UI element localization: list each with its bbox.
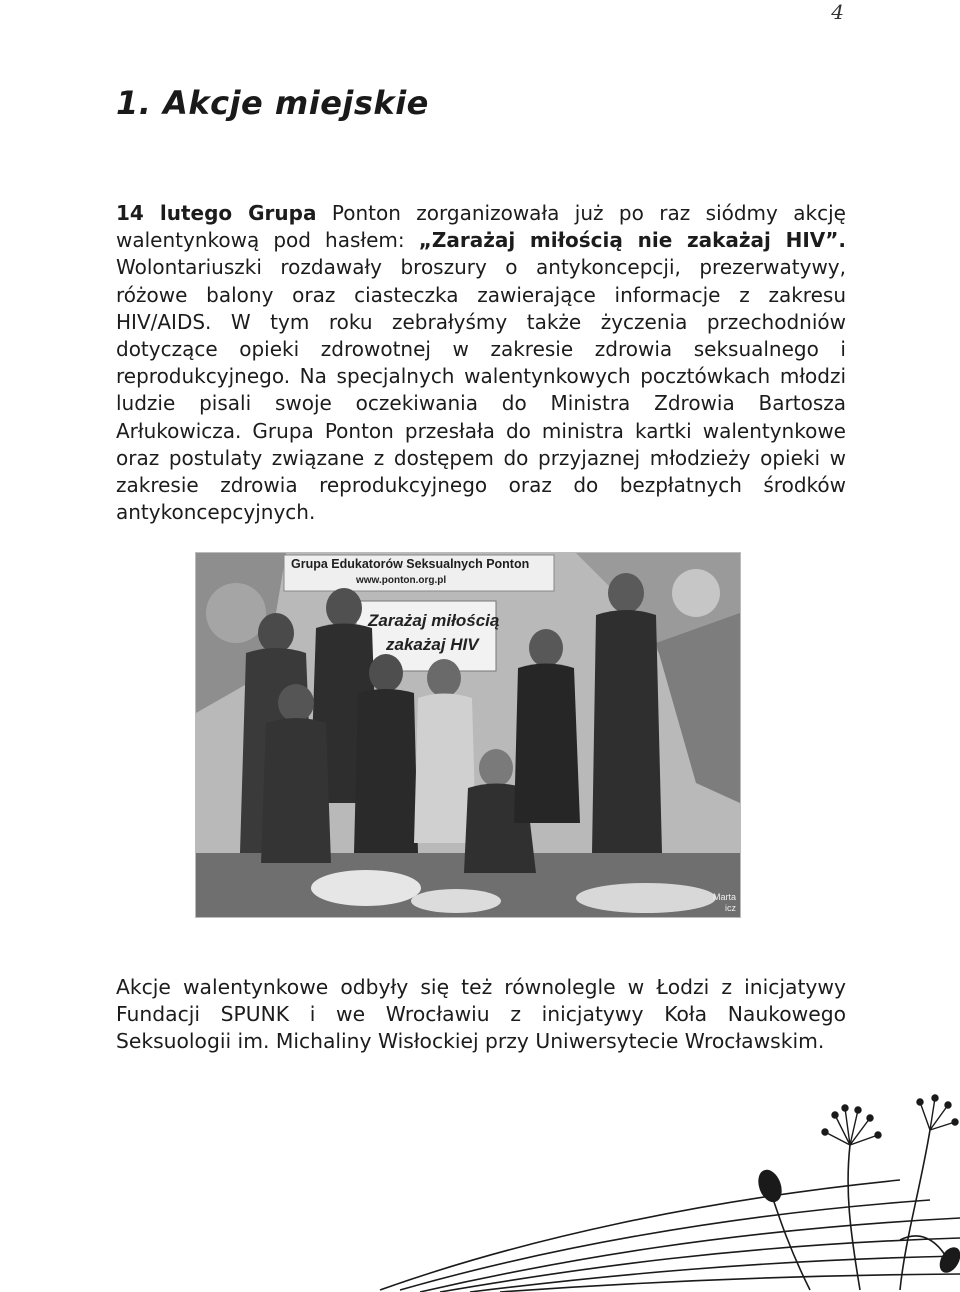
paragraph-valentines-action	[116, 200, 846, 526]
page-number: 4	[831, 0, 844, 24]
section-heading: 1. Akcje miejskie	[116, 84, 429, 122]
photo-banner-url: www.ponton.org.pl	[356, 575, 447, 586]
paragraph-text: Ponton zorganizowała już po raz siódmy akcję walentynkową pod hasłem:	[116, 201, 846, 253]
photo-credit: Marta icz	[712, 892, 736, 913]
group-photo	[195, 552, 741, 918]
paragraph-other-cities: Akcje walentynkowe odbyły się też równolegle w Łodzi z inicjatywy Fundacji SPUNK i we Wrocławiu z inicjatywy Koła Naukowego Seksuologii im. Michaliny Wisłockiej przy Uniwersytecie Wrocławskim.	[116, 975, 846, 1054]
photo-sign-line-2: zakażaj HIV	[386, 635, 479, 654]
photo-banner-title: Grupa Edukatorów Seksualnych Ponton	[291, 557, 530, 571]
floral-ornament	[0, 1090, 960, 1292]
slogan-bold: „Zarażaj miłością nie zakażaj HIV”.	[418, 228, 846, 253]
paragraph-lead-bold: 14 lutego Grupa	[116, 201, 317, 225]
paragraph-text: Wolontariuszki rozdawały broszury o antykoncepcji, prezerwatywy, różowe balony oraz ciasteczka zawierające informacje z zakresu HIV/AIDS. W tym roku zebrałyśmy także życzenia przechodniów dotyczące opieki zdrowotnej w zakresie zdrowia seksualnego i reprodukcyjnego. Na specjalnych walentynkowych pocztówkach młodzi ludzie pisali swoje oczekiwania do Ministra Zdrowia Bartosza Arłukowicza. Grupa Ponton przesłała do ministra kartki walentynkowe oraz postulaty związane z dostępem do przyjaznej młodzieży opieki w zakresie zdrowia reprodukcyjnego oraz do bezpłatnych środków antykoncepcyjnych.	[116, 255, 846, 525]
photo-sign-line-1: Zarażaj miłością	[368, 611, 500, 630]
photo-illustration	[196, 553, 740, 917]
